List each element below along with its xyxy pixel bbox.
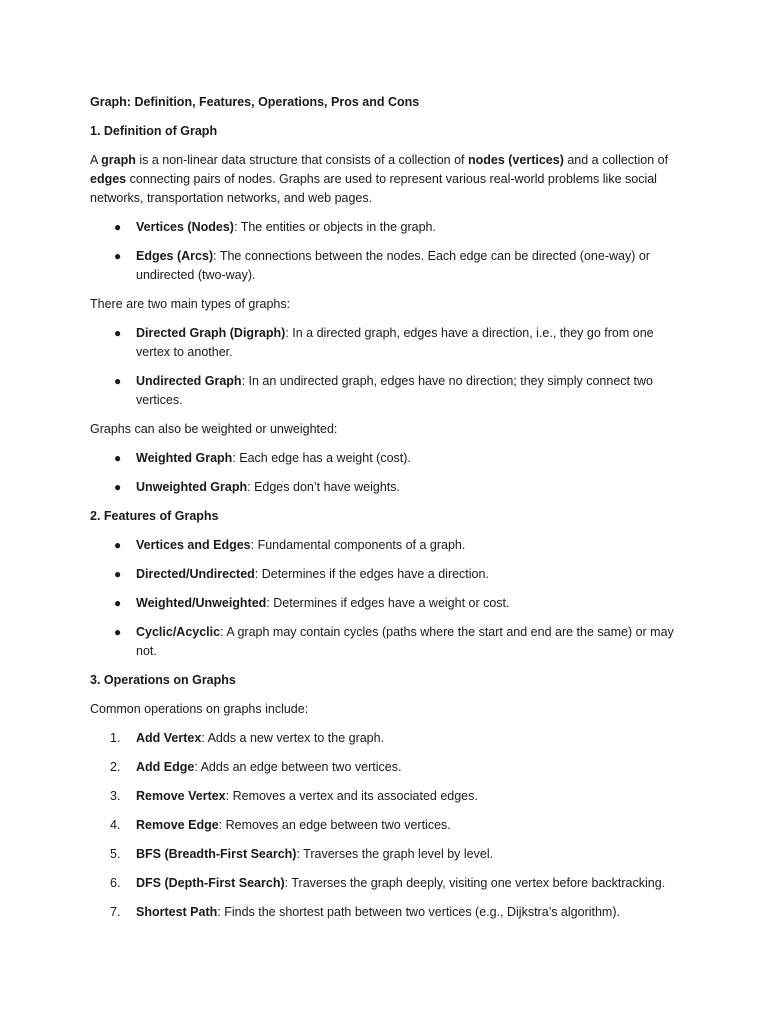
list-number: 7. (110, 905, 121, 919)
types-intro: There are two main types of graphs: (90, 297, 291, 311)
list-number: 2. (110, 760, 121, 774)
bullet-icon: ● (114, 567, 122, 581)
bullet-icon: ● (114, 249, 122, 263)
bullet-icon: ● (114, 596, 122, 610)
bullet-icon: ● (114, 374, 122, 388)
bullet-icon: ● (114, 625, 122, 639)
section-heading-definition: 1. Definition of Graph (90, 124, 218, 138)
section-heading-operations: 3. Operations on Graphs (90, 673, 236, 687)
list-number: 4. (110, 818, 121, 832)
list-number: 3. (110, 789, 121, 803)
bullet-icon: ● (114, 451, 122, 465)
document-page: Graph: Definition, Features, Operations, Pros and Cons 1. Definition of Graph A graph is a non-linear data structure that consists of a collection of nodes (vertices) and a collection of edges connecting pairs of nodes. Graphs are used to represent various real-world problems like social networks, transportation networks, and web pages. ● Vertices (Nodes): The entities or objects in the graph. ● Edges (Arcs): The connections between the nodes. Each edge can be directed (one-way) or undirected (two-way). There are two main types of graphs: ● Directed Graph (Digraph): In a directed graph, edges have a direction, i.e., they go from one vertex to another. ● Undirected Graph: In an undirected graph, edges have no direction; they simply connect two vertices. Graphs can also be weighted or unweighted: ● Weighted Graph: Each edge has a weight (cost). ● Unweighted Graph: Edges don’t have weights. 2. Features of Graphs ● Vertices and Edges: Fundamental components of a graph. ● Directed/Undirected: Determines if the edges have a direction. ● Weighted/Unweighted: Determines if edges have a weight or cost. ● Cyclic/Acyclic: A graph may contain cycles (paths where the start and end are the same) or may not. 3. Operations on Graphs Common operations on graphs include: 1. Add Vertex: Adds a new vertex to the graph. 2. Add Edge: Adds an edge between two vertices. 3. Remove Vertex: Removes a vertex and its associated edges. 4. Remove Edge: Removes an edge between two vertices. 5. BFS (Breadth-First Search): Traverses the graph level by level. 6. DFS (Depth-First Search): Traverses the graph deeply, visiting one vertex before backtracking. 7. Shortest Path: Finds the shortest path between two vertices (e.g., Dijkstra’s algorithm). (0, 0, 768, 1024)
bullet-icon: ● (114, 538, 122, 552)
document-title: Graph: Definition, Features, Operations, Pros and Cons (90, 95, 420, 109)
operations-intro: Common operations on graphs include: (90, 702, 309, 716)
definition-paragraph: A graph is a non-linear data structure that consists of a collection of nodes (vertices) and a collection of edges connecting pairs of nodes. Graphs are used to represent various real-world problems like social networks, transportation networks, and web pages. (90, 153, 669, 205)
section-heading-features: 2. Features of Graphs (90, 509, 219, 523)
list-number: 5. (110, 847, 121, 861)
bullet-icon: ● (114, 326, 122, 340)
weight-intro: Graphs can also be weighted or unweighted: (90, 422, 338, 436)
list-number: 1. (110, 731, 121, 745)
bullet-icon: ● (114, 480, 122, 494)
list-number: 6. (110, 876, 121, 890)
bullet-icon: ● (114, 220, 122, 234)
